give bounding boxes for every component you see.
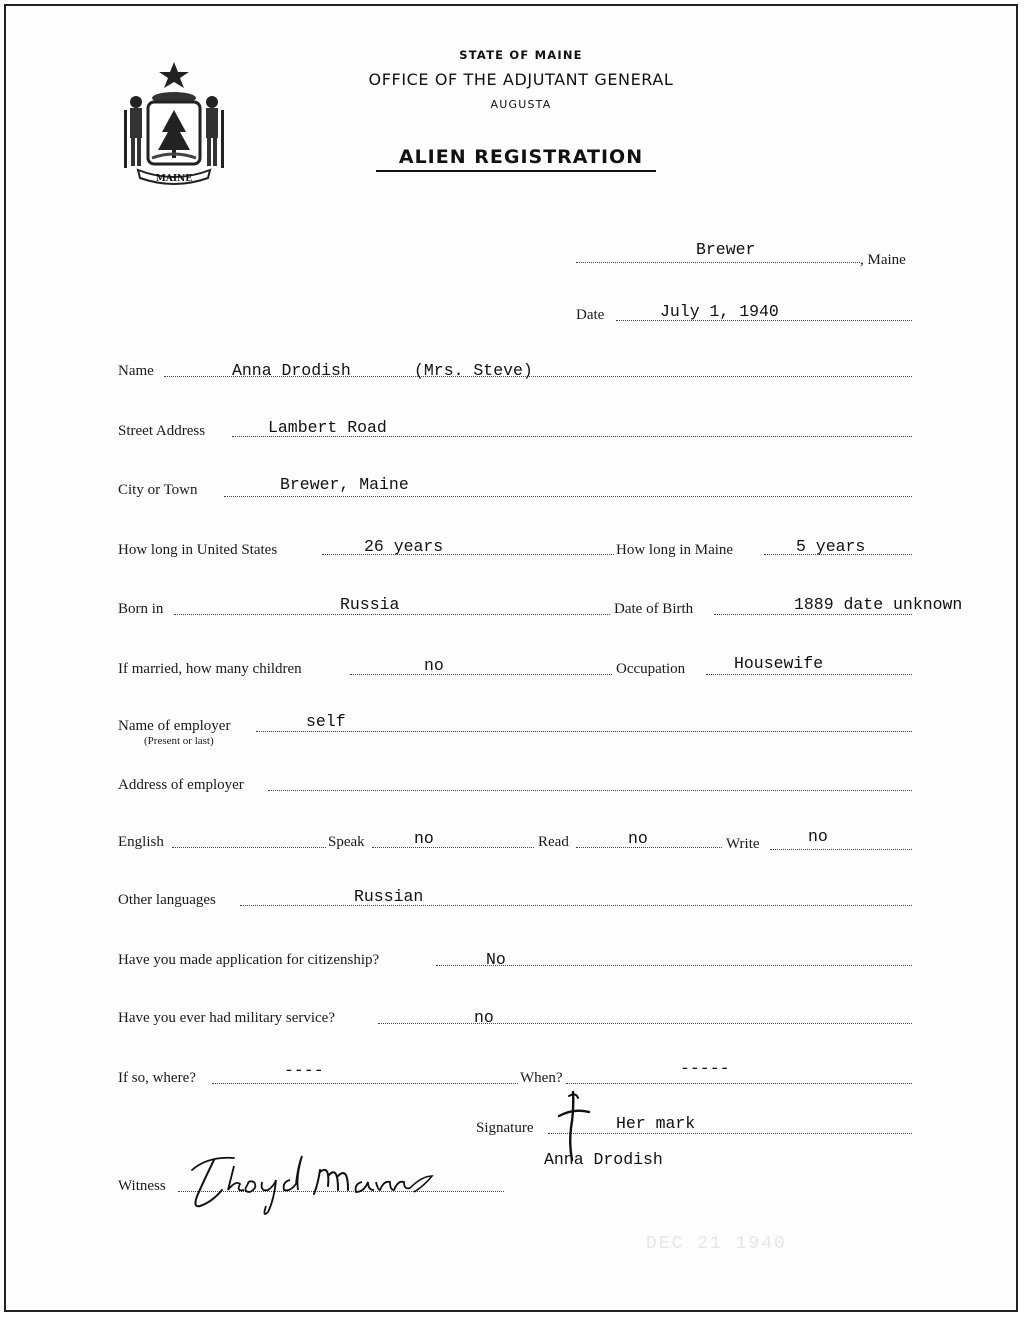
employer-sublabel: (Present or last) <box>144 735 214 747</box>
military-value: no <box>474 1008 494 1027</box>
other-languages-line <box>240 905 912 906</box>
read-value: no <box>628 829 648 848</box>
name-value: Anna Drodish <box>232 361 351 380</box>
write-label: Write <box>726 836 760 852</box>
employer-label: Name of employer <box>118 718 231 734</box>
write-line <box>770 849 912 850</box>
us-duration-label: How long in United States <box>118 542 278 558</box>
city-line <box>224 496 912 497</box>
town-value: Brewer <box>696 240 756 259</box>
born-in-value: Russia <box>340 595 400 614</box>
where-value: ---- <box>284 1061 324 1080</box>
military-label: Have you ever had military service? <box>118 1010 335 1026</box>
employer-address-label: Address of employer <box>118 777 244 793</box>
us-duration-value: 26 years <box>364 537 444 556</box>
form-title: ALIEN REGISTRATION <box>398 146 644 168</box>
street-address-label: Street Address <box>118 423 206 439</box>
city-value: Brewer, Maine <box>280 475 409 494</box>
speak-line <box>372 847 534 848</box>
date-value: July 1, 1940 <box>660 302 779 321</box>
maine-duration-value: 5 years <box>796 537 866 556</box>
svg-text:MAINE: MAINE <box>155 174 193 184</box>
title-underline <box>376 170 656 172</box>
english-line <box>172 847 326 848</box>
occupation-label: Occupation <box>616 661 686 677</box>
where-label: If so, where? <box>118 1070 196 1086</box>
employer-line <box>256 731 912 732</box>
maine-state-seal-icon <box>118 58 230 188</box>
maine-duration-label: How long in Maine <box>616 542 734 558</box>
signature-label: Signature <box>476 1120 534 1136</box>
date-of-birth-value: 1889 date unknown <box>794 595 963 614</box>
name-alias-value: (Mrs. Steve) <box>414 361 533 380</box>
other-languages-label: Other languages <box>118 892 216 908</box>
occupation-value: Housewife <box>734 654 824 673</box>
name-label: Name <box>118 363 154 379</box>
read-label: Read <box>538 834 569 850</box>
town-line <box>576 262 860 263</box>
children-line <box>350 674 612 675</box>
witness-label: Witness <box>118 1178 166 1194</box>
witness-handwritten-signature <box>178 1146 448 1226</box>
state-heading: STATE OF MAINE <box>459 48 583 62</box>
born-in-line <box>174 614 610 615</box>
city-label: City or Town <box>118 482 198 498</box>
born-in-label: Born in <box>118 601 164 617</box>
english-label: English <box>118 834 164 850</box>
received-date-stamp: DEC 21 1940 <box>646 1234 787 1254</box>
employer-address-line <box>268 790 912 791</box>
when-label: When? <box>520 1070 563 1086</box>
children-value: no <box>424 656 444 675</box>
signature-mark-value: Her mark <box>616 1114 696 1133</box>
write-value: no <box>808 827 828 846</box>
occupation-line <box>706 674 912 675</box>
read-line <box>576 847 722 848</box>
citizenship-label: Have you made application for citizenship? <box>118 952 380 968</box>
date-of-birth-label: Date of Birth <box>614 601 694 617</box>
children-label: If married, how many children <box>118 661 302 677</box>
street-address-value: Lambert Road <box>268 418 387 437</box>
signature-line <box>548 1133 912 1134</box>
city-heading: AUGUSTA <box>490 98 552 111</box>
date-label: Date <box>576 307 605 323</box>
military-line <box>378 1023 912 1024</box>
office-heading: OFFICE OF THE ADJUTANT GENERAL <box>368 70 674 89</box>
signature-name-value: Anna Drodish <box>544 1150 663 1169</box>
town-suffix: , Maine <box>860 252 906 268</box>
speak-label: Speak <box>328 834 365 850</box>
employer-value: self <box>306 712 346 731</box>
alien-registration-form <box>4 4 1018 1312</box>
when-value: ----- <box>680 1059 730 1078</box>
other-languages-value: Russian <box>354 887 424 906</box>
citizenship-value: No <box>486 950 506 969</box>
citizenship-line <box>436 965 912 966</box>
when-line <box>566 1083 912 1084</box>
where-line <box>212 1083 518 1084</box>
speak-value: no <box>414 829 434 848</box>
date-of-birth-line <box>714 614 912 615</box>
